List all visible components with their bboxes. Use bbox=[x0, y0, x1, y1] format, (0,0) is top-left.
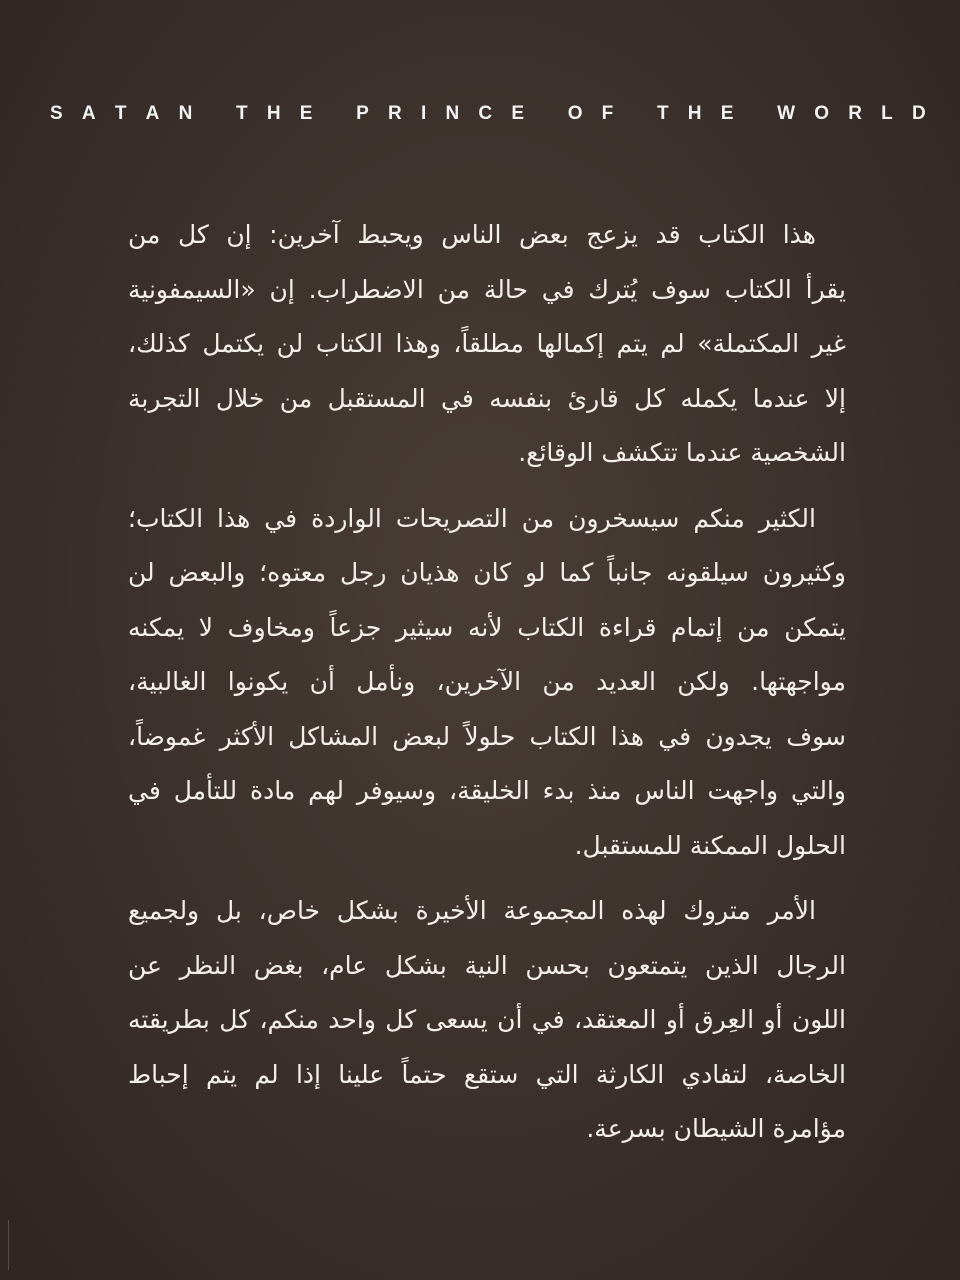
title-letter: R bbox=[388, 103, 402, 124]
title-letter bbox=[332, 103, 337, 125]
title-letter: O bbox=[567, 103, 583, 124]
title-letter: W bbox=[777, 103, 796, 124]
title-letter bbox=[543, 103, 548, 125]
title-letter: O bbox=[814, 103, 830, 124]
title-letter: H bbox=[266, 103, 281, 124]
title-letter: T bbox=[114, 103, 127, 124]
text-line: الحلول الممكنة للمستقبل. bbox=[574, 830, 846, 860]
title-letter: E bbox=[720, 103, 734, 124]
book-blurb bbox=[128, 208, 846, 1168]
title-letter: A bbox=[145, 103, 160, 124]
title-letter: A bbox=[81, 103, 96, 124]
text-line: الشخصية عندما تتكشف الوقائع. bbox=[518, 438, 846, 467]
title-letter: S bbox=[50, 103, 63, 124]
text-line: غير المكتملة» لم يتم إكمالها مطلقاً، وهذا الكتاب لن يكتمل كذلك، bbox=[128, 329, 846, 358]
title-letter: T bbox=[656, 103, 669, 124]
paragraph bbox=[128, 208, 846, 481]
cover-fold-line bbox=[8, 1220, 9, 1270]
title-letter: P bbox=[356, 103, 369, 124]
title-letter: T bbox=[236, 103, 248, 124]
title-letter bbox=[753, 103, 758, 125]
paragraph bbox=[128, 492, 846, 874]
text-line: مواجهتها. ولكن العديد من الآخرين، ونأمل أن يكونوا الغالبية، bbox=[128, 667, 846, 696]
text-line: إلا عندما يكمله كل قارئ بنفسه في المستقبل من خلال التجربة bbox=[128, 383, 846, 413]
book-title bbox=[50, 103, 926, 125]
text-line: مؤامرة الشيطان بسرعة. bbox=[586, 1114, 846, 1143]
title-letter: C bbox=[478, 103, 493, 124]
text-line: الأمر متروك لهذه المجموعة الأخيرة بشكل خاص، بل ولجميع bbox=[128, 896, 816, 925]
title-letter: F bbox=[601, 103, 614, 124]
title-letter: N bbox=[178, 103, 193, 124]
title-letter: I bbox=[420, 103, 427, 124]
text-line: والتي واجهت الناس منذ بدء الخليقة، وسيوفر لهم مادة للتأمل في bbox=[128, 776, 846, 805]
title-letter: R bbox=[848, 103, 862, 124]
title-letter: E bbox=[299, 103, 313, 124]
text-line: هذا الكتاب قد يزعج بعض الناس ويحبط آخرين: إن كل من bbox=[128, 220, 816, 249]
paragraph bbox=[128, 884, 846, 1157]
text-line: الرجال الذين يتمتعون بحسن النية بشكل عام، بغض النظر عن bbox=[128, 950, 846, 980]
title-letter: H bbox=[687, 103, 702, 124]
title-letter: D bbox=[911, 103, 926, 124]
title-letter: L bbox=[881, 103, 893, 124]
title-letter bbox=[632, 103, 637, 125]
title-letter: E bbox=[511, 103, 524, 124]
text-line: الخاصة، لتفادي الكارثة التي ستقع حتماً علينا إذا لم يتم إحباط bbox=[128, 1059, 846, 1089]
text-line: اللون أو العِرق أو المعتقد، في أن يسعى كل واحد منكم، كل بطريقته bbox=[128, 1005, 846, 1034]
text-line: يقرأ الكتاب سوف يُترك في حالة من الاضطراب. إن «السيمفونية bbox=[128, 274, 846, 304]
title-letter: N bbox=[445, 103, 460, 124]
title-letter bbox=[212, 103, 217, 125]
text-line: وكثيرون سيلقونه جانباً كما لو كان هذيان رجل معتوه؛ والبعض لن bbox=[128, 558, 846, 587]
text-line: الكثير منكم سيسخرون من التصريحات الواردة في هذا الكتاب؛ bbox=[128, 503, 816, 533]
text-line: سوف يجدون في هذا الكتاب حلولاً لبعض المشاكل الأكثر غموضاً، bbox=[128, 721, 846, 751]
text-line: يتمكن من إتمام قراءة الكتاب لأنه سيثير جزعاً ومخاوف لا يمكنه bbox=[128, 612, 846, 642]
